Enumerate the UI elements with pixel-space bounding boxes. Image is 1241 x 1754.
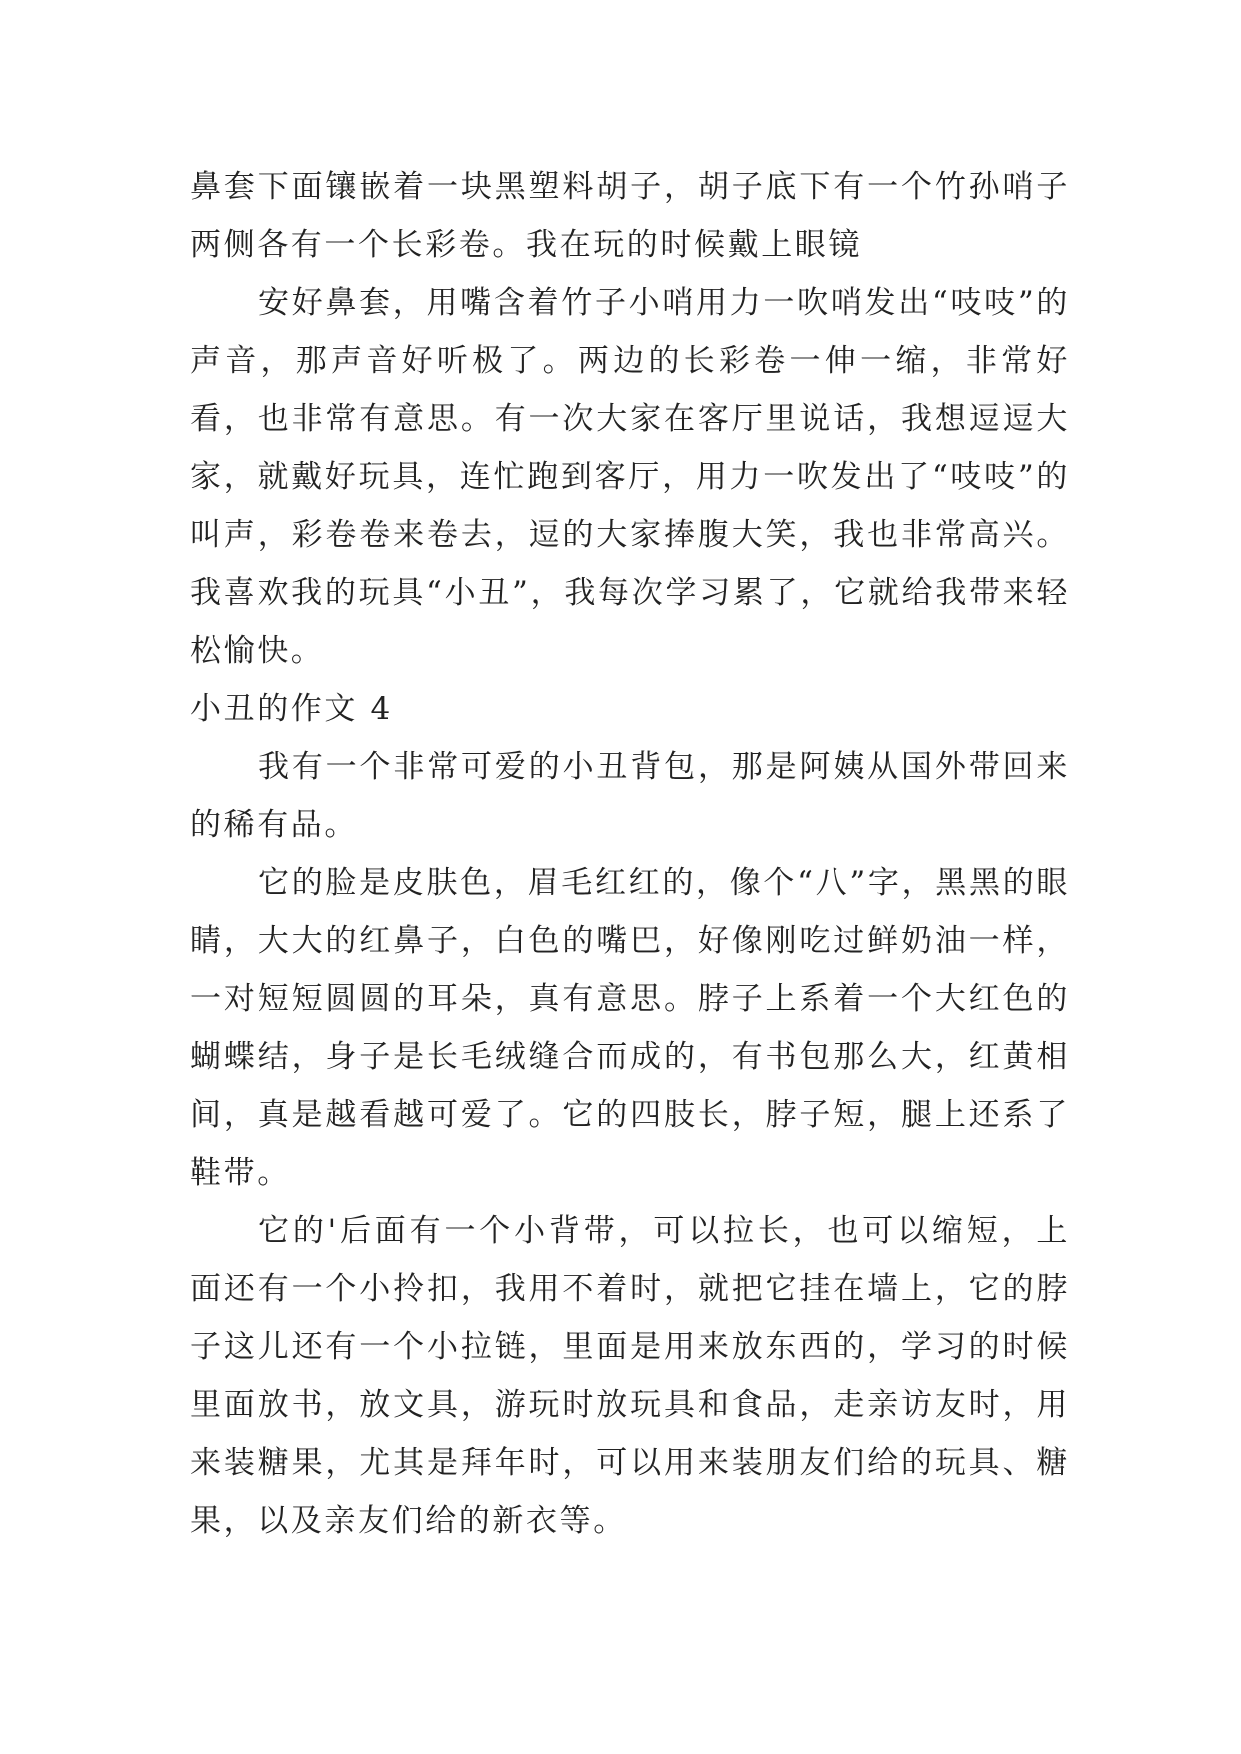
paragraph-toy-description: 安好鼻套，用嘴含着竹子小哨用力一吹哨发出“吱吱”的声音，那声音好听极了。两边的长彩卷一伸一缩，非常好看，也非常有意思。有一次大家在客厅里说话，我想逗逗大家，就戴好玩具，连忙跑到客厅，用力一吹发出了“吱吱”的叫声，彩卷卷来卷去，逗的大家捧腹大笑，我也非常高兴。我喜欢我的玩具“小丑”，我每次学习累了，它就给我带来轻松愉快。 [190,285,1070,669]
paragraph-backpack-appearance: 它的脸是皮肤色，眉毛红红的，像个“八”字，黑黑的眼睛，大大的红鼻子，白色的嘴巴，好像刚吃过鲜奶油一样，一对短短圆圆的耳朵，真有意思。脖子上系着一个大红色的蝴蝶结，身子是长毛绒缝合而成的，有书包那么大，红黄相间，真是越看越可爱了。它的四肢长，脖子短，腿上还系了鞋带。 [190,865,1070,1191]
paragraph-continuation: 鼻套下面镶嵌着一块黑塑料胡子，胡子底下有一个竹孙哨子两侧各有一个长彩卷。我在玩的时候戴上眼镜 [190,169,1070,263]
section-heading: 小丑的作文 4 [190,691,393,727]
document-body [190,158,1070,1550]
paragraph-backpack-usage: 它的'后面有一个小背带，可以拉长，也可以缩短，上面还有一个小拎扣，我用不着时，就把它挂在墙上，它的脖子这儿还有一个小拉链，里面是用来放东西的，学习的时候里面放书，放文具，游玩时放玩具和食品，走亲访友时，用来装糖果，尤其是拜年时，可以用来装朋友们给的玩具、糖果，以及亲友们给的新衣等。 [190,1213,1070,1539]
paragraph-backpack-intro: 我有一个非常可爱的小丑背包，那是阿姨从国外带回来的稀有品。 [190,749,1070,843]
